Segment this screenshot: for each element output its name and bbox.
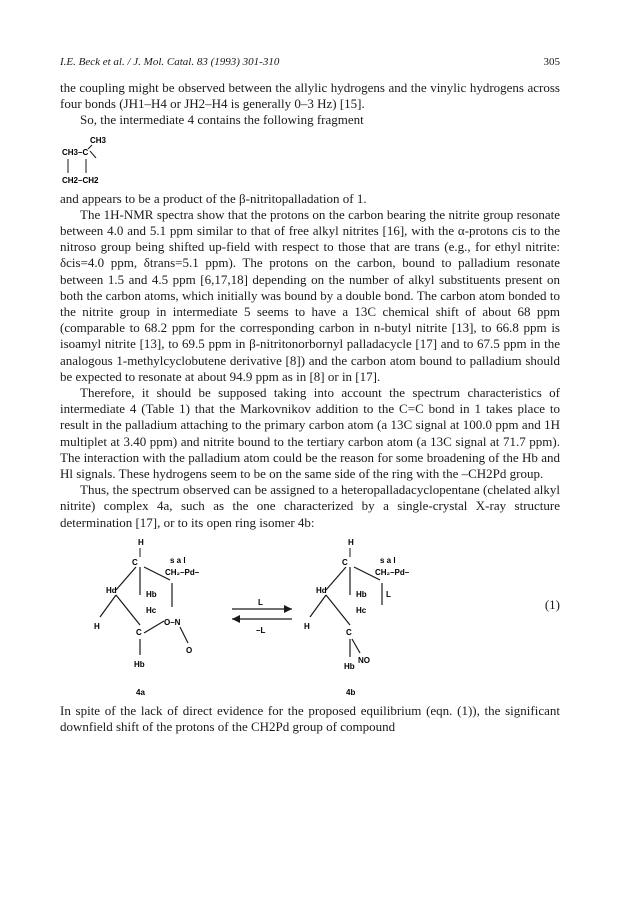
svg-text:Hd: Hd — [106, 585, 117, 595]
paragraph-fragment-intro: So, the intermediate 4 contains the following fragment — [80, 112, 364, 128]
equilibrium-arrows — [232, 598, 292, 635]
fragment-structure — [60, 131, 560, 189]
paragraph-markovnikov: Therefore, it should be supposed taking into account the spectrum characteristics of intermediate 4 (Table 1) that the Markovnikov addition to the C=C bond in 1 takes place to result in the palladium attaching to the primary carbon atom (a 13C signal at 100.0 ppm and 1H multiplet at 3.40 ppm) and nitrite bound to the tertiary carbon atom (a 13C signal at 71.7 ppm). The interaction with the palladium atom could be the reason for some broadening of the Hb and Hl signals. These hydrogens seem to be on the same side of the ring with the –CH2Pd group. — [60, 385, 560, 482]
label-4a: 4a — [136, 687, 145, 697]
fragment-bond-top — [88, 145, 92, 149]
equilibrium-diagram — [60, 535, 520, 701]
svg-text:H: H — [348, 537, 354, 547]
paragraph-nitritopalladation: and appears to be a product of the β-nitritopalladation of 1. — [60, 190, 367, 206]
svg-text:C: C — [342, 557, 348, 567]
equilibrium-scheme — [60, 535, 560, 701]
svg-text:s a l: s a l — [170, 555, 186, 565]
svg-text:Hc: Hc — [356, 605, 367, 615]
svg-text:C: C — [346, 627, 352, 637]
svg-text:Hb: Hb — [356, 589, 367, 599]
svg-text:Hd: Hd — [316, 585, 327, 595]
structure-4b — [304, 538, 410, 697]
fragment-ch3-top: CH3 — [90, 135, 107, 145]
svg-text:Hc: Hc — [146, 605, 157, 615]
svg-text:CH₂–Pd–: CH₂–Pd– — [375, 567, 410, 577]
svg-text:Hb: Hb — [146, 589, 157, 599]
structure-4a — [94, 538, 200, 697]
fragment-diagram — [60, 131, 180, 189]
fragment-ch3-left: CH3–C — [62, 147, 89, 157]
svg-text:Hb: Hb — [344, 661, 355, 671]
svg-text:L: L — [386, 589, 391, 599]
svg-text:C: C — [132, 557, 138, 567]
svg-text:CH₂–Pd–: CH₂–Pd– — [165, 567, 200, 577]
svg-text:NO: NO — [358, 655, 370, 665]
fragment-bond-dash — [90, 151, 96, 158]
arrow-forward-label: L — [258, 597, 263, 607]
running-title: I.E. Beck et al. / J. Mol. Catal. 83 (1993) 301-310 — [60, 56, 280, 68]
equation-number: (1) — [544, 596, 560, 612]
page-number: 305 — [543, 56, 560, 68]
svg-text:H: H — [304, 621, 310, 631]
paragraph-assignment: Thus, the spectrum observed can be assigned to a heteropalladacyclopentane (chelated alkyl nitrite) complex 4a, such as the one characterized by a single-crystal X-ray structure determination [17], or to its open ring isomer 4b: — [60, 482, 560, 530]
svg-text:Hb: Hb — [134, 659, 145, 669]
svg-text:O: O — [186, 645, 193, 655]
arrow-back-label: –L — [256, 625, 266, 635]
paragraph-coupling: the coupling might be observed between the allylic hydrogens and the vinylic hydrogens across four bonds (JH1–H4 or JH2–H4 is generally 0–3 Hz) [15]. — [60, 80, 560, 112]
paragraph-downfield: In spite of the lack of direct evidence for the proposed equilibrium (eqn. (1)), the significant downfield shift of the protons of the CH2Pd group of compound — [60, 702, 560, 735]
fragment-ch2-ch2: CH2–CH2 — [62, 175, 99, 185]
label-4b: 4b — [346, 687, 356, 697]
svg-text:H: H — [94, 621, 100, 631]
running-header — [60, 56, 560, 72]
svg-text:C: C — [136, 627, 142, 637]
svg-text:H: H — [138, 537, 144, 547]
svg-text:O–N: O–N — [164, 617, 181, 627]
article-body — [60, 80, 560, 735]
paragraph-nmr: The 1H-NMR spectra show that the protons on the carbon bearing the nitrite group resonate between 4.0 and 5.1 ppm similar to that of free alkyl nitrites [16], with the α-protons cis to the nitroso group being shifted up-field with respect to those that are trans (e.g., for ethyl nitrite: δcis=4.0 ppm, δtrans=5.1 ppm). The protons on the carbon, bound to palladium resonate between 1.5 and 4.5 ppm [6,17,18] depending on the number of alkyl substituents present on both the carbon atoms, which initially was bound by a double bond. The carbon atom bonded to the nitrite group in intermediate 5 seems to have a 13C chemical shift of about 68 ppm (comparable to 68.2 ppm for the corresponding carbon in n-butyl nitrite [13], to 66.8 ppm is isoamyl nitrite [13], to 69.5 ppm in β-nitritonorbornyl palladacycle [17] and to 67.5 ppm in the analogous 1-methylcyclobutene derivative [8]) and the carbon atom bound to palladium should be expected to resonate at about 94.9 ppm as in [8] or in [17]. — [60, 206, 560, 384]
svg-text:s a l: s a l — [380, 555, 396, 565]
